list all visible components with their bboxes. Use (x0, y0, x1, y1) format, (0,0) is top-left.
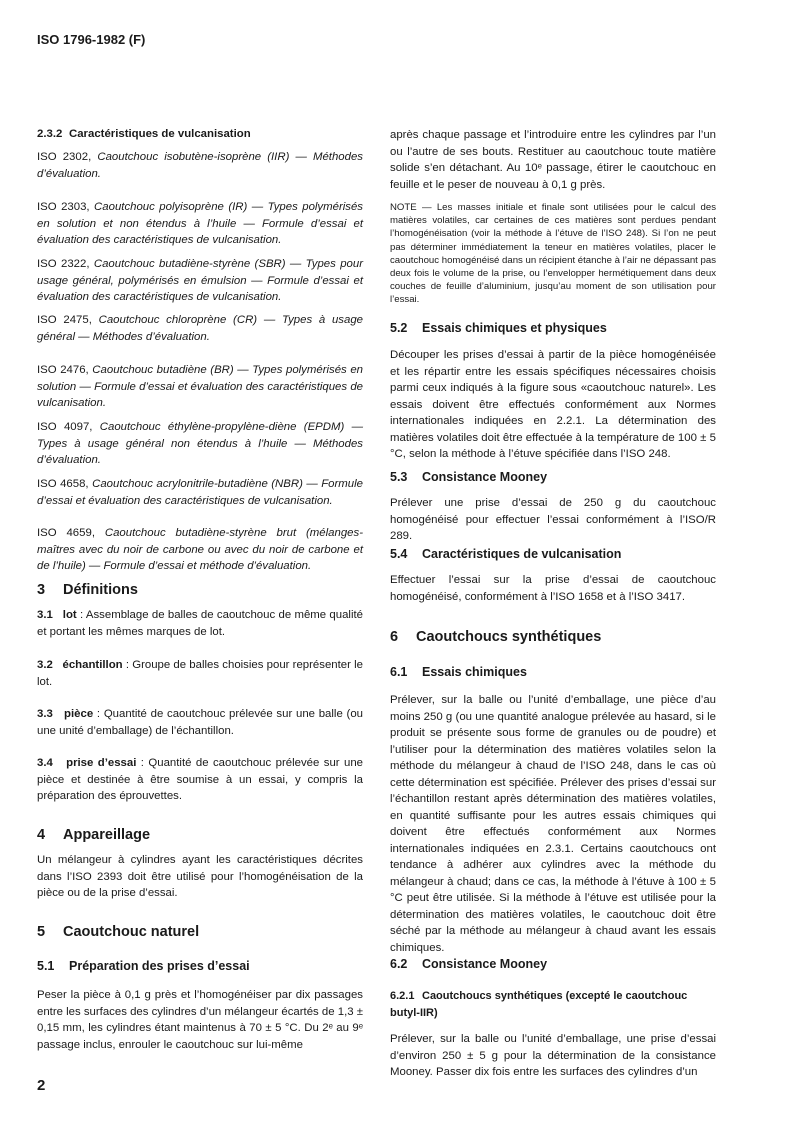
reference-title: Caoutchouc polyisoprène (IR) — Types polymérisés en solution et non étendus à l’huile — Formule d’essai et évaluation des caractéristiques de vulcanisation. (37, 201, 363, 246)
reference-id: ISO 2476, (37, 364, 89, 376)
reference-item (37, 476, 363, 525)
paragraph: Peser la pièce à 0,1 g près et l’homogénéiser par dix passages entre les surfaces des cylindres d’un mélangeur écartés de 1,3 ± 0,15 mm, les cylindres étant maintenus à 70 ± 5 °C. Du 2ᵉ au 9ᵉ passage inclus, enrouler le caoutchouc sur lui-même (37, 989, 363, 1051)
definition-text: : Groupe de balles choisies pour représenter le lot. (37, 659, 363, 688)
section-title: Consistance Mooney (422, 957, 548, 971)
section-title: Essais chimiques (422, 665, 527, 679)
reference-title: Caoutchouc butadiène (BR) — Types polymérisés en solution — Formule d’essai et évaluation des caractéristiques de vulcanisation. (37, 364, 363, 409)
definition-term: pièce (64, 708, 94, 720)
left-column (37, 126, 363, 1053)
section-title: Caoutchouc naturel (63, 924, 200, 940)
section-3-heading (37, 581, 363, 607)
section-title: Essais chimiques et physiques (422, 321, 607, 335)
reference-id: ISO 4659, (37, 527, 95, 539)
definition-number: 3.2 (37, 659, 53, 671)
definition-term: prise d’essai (66, 757, 137, 769)
paragraph: Effectuer l’essai sur la prise d’essai de caoutchouc homogénéisé, conformément à l’ISO 1658 et à l’ISO 3417. (390, 574, 716, 603)
reference-item (37, 199, 363, 256)
page-number: 2 (37, 1077, 46, 1094)
reference-item (37, 256, 363, 312)
paragraph: Prélever une prise d’essai de 250 g du caoutchouc homogénéisé pour effectuer l’essai conformément à l’ISO/R 289. (390, 497, 716, 542)
reference-title: Caoutchouc butadiène-styrène (SBR) — Types pour usage général, polymérisés en émulsion — Formule d’essai et évaluation des caractéristiques de vulcanisation. (37, 258, 363, 303)
reference-item (37, 362, 363, 419)
reference-item (37, 149, 363, 199)
section-title: Caractéristiques de vulcanisation (422, 547, 622, 561)
section-title: Préparation des prises d’essai (69, 959, 250, 973)
section-number: 4 (37, 827, 46, 843)
section-5-2-heading (390, 320, 716, 347)
definition-text: : Assemblage de balles de caoutchouc de même qualité et portant les mêmes marques de lot. (37, 609, 363, 638)
section-number: 2.3.2 (37, 128, 63, 140)
reference-item (37, 419, 363, 476)
section-number: 6.2 (390, 957, 408, 971)
definition-term: échantillon (62, 659, 123, 671)
section-title: Caoutchoucs synthétiques (excepté le caoutchouc butyl-IIR) (390, 990, 688, 1019)
paragraph: Découper les prises d’essai à partir de la pièce homogénéisée et les répartir entre les essais spécifiques nécessaires choisis parmi ceux indiqués à la figure sous «caoutchouc naturel». Les essais doivent être effectués conformément aux Normes internationales indiquées en 2.2.1. La détermination des matières volatiles doit être effectuée à la température de 100 ± 5 °C, selon la méthode à l’étuve spécifiée dans l’ISO 248. (390, 349, 716, 460)
section-number: 6 (390, 629, 399, 645)
note: NOTE — Les masses initiale et finale sont utilisées pour le calcul des matières volatiles, car certaines de ces matières sont perdues pendant l’homogénéisation (voir la méthode à l’étuve de l’ISO 248). Si l’on ne peut pas déterminer immédiatement la teneur en matières volatiles, placer le caoutchouc homogénéisé dans un récipient étanche à l’air ne dépassant pas deux fois le volume de la prise, ou l’envelopper hermétiquement dans deux couches de feuille d’aluminium, jusqu’au moment de son utilisation pour l’essai. (390, 202, 716, 306)
section-5-3-heading (390, 469, 716, 495)
section-title: Caoutchoucs synthétiques (416, 629, 602, 645)
definition-item (37, 657, 363, 706)
definition-term: lot (62, 609, 77, 621)
document-header: ISO 1796-1982 (F) (37, 32, 146, 47)
section-2-3-2-heading (37, 126, 363, 149)
reference-title: Caoutchouc éthylène-propylène-diène (EPDM) — Types à usage général non étendus à l’huile — Méthodes d’évaluation. (37, 421, 363, 466)
section-number: 6.2.1 (390, 990, 415, 1002)
paragraph: Un mélangeur à cylindres ayant les caractéristiques décrites dans l’ISO 2393 doit être utilisé pour l’homogénéisation de la pièce ou de la prise d’essai. (37, 854, 363, 899)
section-6-2-1-heading (390, 988, 716, 1031)
definition-number: 3.3 (37, 708, 53, 720)
section-title: Appareillage (63, 827, 151, 843)
reference-title: Caoutchouc acrylonitrile-butadiène (NBR) — Formule d’essai et évaluation des caractéristiques de vulcanisation. (37, 478, 364, 507)
section-number: 5.4 (390, 547, 408, 561)
reference-id: ISO 2322, (37, 258, 90, 270)
reference-id: ISO 2475, (37, 314, 92, 326)
section-6-1-heading (390, 664, 716, 692)
section-4-heading (37, 826, 363, 852)
section-title: Caractéristiques de vulcanisation (69, 128, 251, 140)
definition-text: : Quantité de caoutchouc prélevée sur une pièce et destinée à être soumise à un essai, y compris la préparation des éprouvettes. (37, 757, 363, 802)
reference-id: ISO 2303, (37, 201, 90, 213)
paragraph: Prélever, sur la balle ou l’unité d’emballage, une prise d’essai d’environ 250 ± 5 g pour la détermination de la consistance Mooney. Passer dix fois entre les surfaces des cylindres d’un (390, 1033, 716, 1078)
reference-title: Caoutchouc chloroprène (CR) — Types à usage général — Méthodes d’évaluation. (37, 314, 363, 343)
right-column (390, 127, 716, 1081)
reference-title: Caoutchouc isobutène-isoprène (IIR) — Méthodes d’évaluation. (37, 151, 363, 180)
reference-id: ISO 4658, (37, 478, 89, 490)
paragraph: Prélever, sur la balle ou l’unité d’emballage, une pièce d’au moins 250 g (ou une quantité analogue prélevée au hasard, si le produit se présente sous forme de granules ou de poudre) et l’utiliser pour la détermination des matières volatiles selon la méthode du mélangeur à chaud de l’ISO 248, dans le cas où cette détermination est spécifiée. Prélever des prises d’essai sur l’échantillon restant après détermination des matières volatiles, en quantité suffisante pour les autres essais chimiques qui doivent être effectués conformément aux Normes internationales indiquées en 2.3.1. Certains caoutchoucs ont tendance à adhérer aux cylindres avec la méthode du mélangeur à chaud; dans ce cas, la méthode à l’étuve à 100 ± 5 °C peut être utilisée. Si la méthode à l’étuve est utilisée pour la détermination des matières volatiles, le caoutchouc doit être séché par la méthode au mélangeur à chaud avant les essais chimiques. (390, 694, 716, 954)
section-title: Consistance Mooney (422, 470, 548, 484)
definition-number: 3.1 (37, 609, 53, 621)
section-number: 6.1 (390, 665, 408, 679)
section-5-4-heading (390, 546, 716, 572)
definition-number: 3.4 (37, 757, 53, 769)
reference-id: ISO 4097, (37, 421, 93, 433)
section-5-heading (37, 923, 363, 958)
paragraph: après chaque passage et l’introduire entre les cylindres par l’un ou l’autre de ses bouts. Restituer au caoutchouc toute matière solide s’en détachant. Au 10ᵉ passage, étirer le caoutchouc en feuille et le peser de nouveau à 0,1 g près. (390, 129, 716, 191)
section-6-2-heading (390, 956, 716, 988)
reference-item (37, 312, 363, 362)
section-6-heading (390, 628, 716, 664)
definition-item (37, 755, 363, 826)
definition-item (37, 706, 363, 755)
section-5-1-heading (37, 958, 363, 987)
section-number: 5.1 (37, 959, 55, 973)
reference-title: Caoutchouc butadiène-styrène brut (mélanges-maîtres avec du noir de carbone ou avec du noir de carbone et de l’huile) — Formule d’essai et méthode d’évaluation. (37, 527, 363, 572)
section-number: 5.2 (390, 321, 408, 335)
section-number: 5.3 (390, 470, 408, 484)
section-number: 5 (37, 924, 46, 940)
definition-text: : Quantité de caoutchouc prélevée sur une balle (ou une unité d’emballage) de l’échantillon. (37, 708, 363, 737)
section-number: 3 (37, 582, 46, 598)
reference-id: ISO 2302, (37, 151, 92, 163)
reference-item (37, 525, 363, 581)
definition-item (37, 607, 363, 657)
section-title: Définitions (63, 582, 138, 598)
